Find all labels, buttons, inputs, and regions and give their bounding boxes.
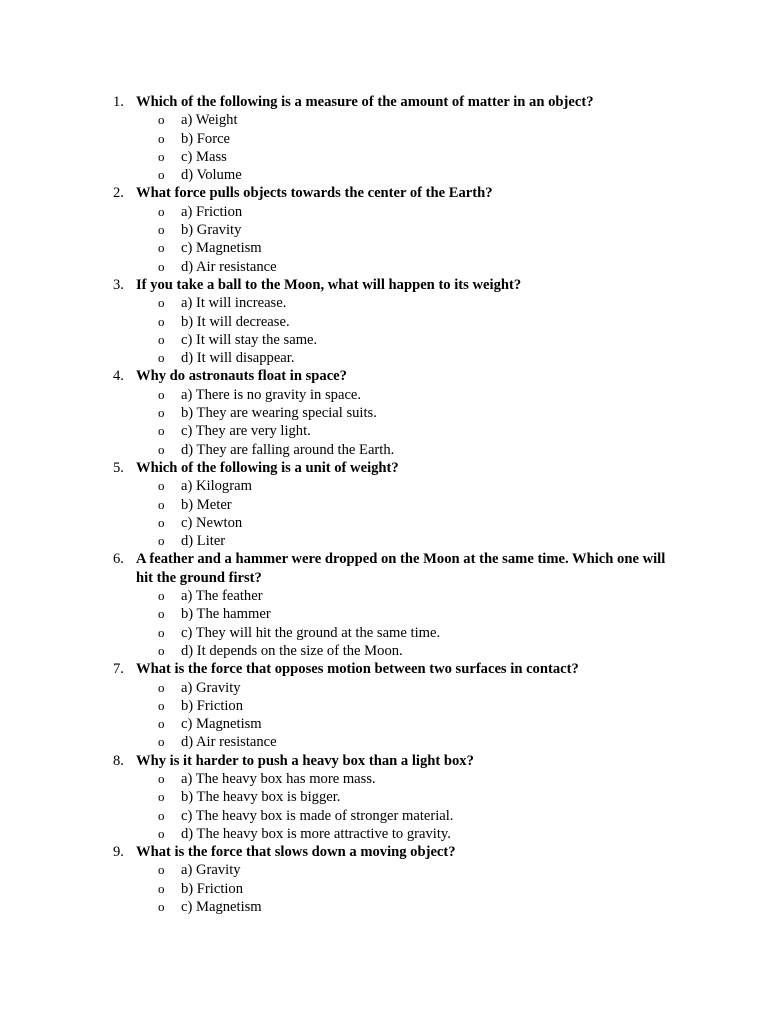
bullet-icon: o xyxy=(158,514,165,530)
question-item xyxy=(0,184,768,275)
bullet-icon: o xyxy=(158,496,165,512)
answer-option xyxy=(0,477,768,495)
question-text: A feather and a hammer were dropped on the Moon at the same time. Which one will hit the ground first? xyxy=(136,551,666,586)
bullet-icon: o xyxy=(158,258,165,274)
question-line xyxy=(0,550,768,587)
question-text: Which of the following is a unit of weight? xyxy=(136,459,399,476)
quiz-document xyxy=(0,93,768,916)
question-text: Why do astronauts float in space? xyxy=(136,368,347,385)
bullet-icon: o xyxy=(158,807,165,823)
question-item xyxy=(0,367,768,458)
answer-option xyxy=(0,898,768,916)
bullet-icon: o xyxy=(158,423,165,439)
question-item xyxy=(0,843,768,916)
answer-option-text: c) The heavy box is made of stronger material. xyxy=(181,807,454,824)
question-number: 3. xyxy=(113,276,124,293)
question-text: What force pulls objects towards the center of the Earth? xyxy=(136,185,493,202)
bullet-icon: o xyxy=(158,478,165,494)
answer-option xyxy=(0,239,768,257)
answer-option xyxy=(0,788,768,806)
bullet-icon: o xyxy=(158,642,165,658)
answer-option xyxy=(0,697,768,715)
bullet-icon: o xyxy=(158,825,165,841)
answer-option xyxy=(0,532,768,550)
question-number: 2. xyxy=(113,185,124,202)
question-line xyxy=(0,843,768,861)
bullet-icon: o xyxy=(158,130,165,146)
bullet-icon: o xyxy=(158,624,165,640)
answer-option xyxy=(0,111,768,129)
bullet-icon: o xyxy=(158,167,165,183)
answer-option-text: b) Force xyxy=(181,130,231,147)
answer-option xyxy=(0,130,768,148)
bullet-icon: o xyxy=(158,222,165,238)
answer-option-text: b) Friction xyxy=(181,697,244,714)
answer-option xyxy=(0,605,768,623)
question-line xyxy=(0,752,768,770)
bullet-icon: o xyxy=(158,606,165,622)
answer-option xyxy=(0,422,768,440)
bullet-icon: o xyxy=(158,679,165,695)
question-item xyxy=(0,660,768,751)
answer-option xyxy=(0,404,768,422)
bullet-icon: o xyxy=(158,734,165,750)
answer-option-text: d) Volume xyxy=(181,167,242,184)
question-item xyxy=(0,550,768,660)
bullet-icon: o xyxy=(158,880,165,896)
answer-option xyxy=(0,331,768,349)
bullet-icon: o xyxy=(158,203,165,219)
question-item xyxy=(0,752,768,843)
question-list xyxy=(0,93,768,916)
question-number: 7. xyxy=(113,661,124,678)
bullet-icon: o xyxy=(158,386,165,402)
answer-option-text: d) It depends on the size of the Moon. xyxy=(181,642,403,659)
answer-option xyxy=(0,861,768,879)
answer-option xyxy=(0,441,768,459)
answer-option-text: a) Weight xyxy=(181,112,238,129)
answer-option-text: a) Kilogram xyxy=(181,478,252,495)
answer-option-text: c) Mass xyxy=(181,148,227,165)
answer-option-text: c) They will hit the ground at the same time. xyxy=(181,624,441,641)
answer-option xyxy=(0,624,768,642)
question-line xyxy=(0,660,768,678)
question-number: 4. xyxy=(113,368,124,385)
bullet-icon: o xyxy=(158,350,165,366)
bullet-icon: o xyxy=(158,789,165,805)
answer-option-text: b) It will decrease. xyxy=(181,313,290,330)
bullet-icon: o xyxy=(158,148,165,164)
answer-option-text: d) Air resistance xyxy=(181,734,277,751)
question-text: What is the force that slows down a moving object? xyxy=(136,844,456,861)
answer-option-text: b) The heavy box is bigger. xyxy=(181,789,341,806)
answer-option xyxy=(0,386,768,404)
answer-option-text: a) The feather xyxy=(181,588,263,605)
answer-option-text: a) It will increase. xyxy=(181,295,287,312)
answer-option-text: a) There is no gravity in space. xyxy=(181,386,362,403)
answer-option xyxy=(0,496,768,514)
answer-option-text: d) It will disappear. xyxy=(181,350,295,367)
question-line xyxy=(0,93,768,111)
answer-option xyxy=(0,313,768,331)
answer-option-text: d) Liter xyxy=(181,533,226,550)
answer-option-text: a) Gravity xyxy=(181,679,241,696)
question-number: 9. xyxy=(113,844,124,861)
answer-option-text: b) Friction xyxy=(181,880,244,897)
answer-option xyxy=(0,587,768,605)
question-number: 6. xyxy=(113,551,124,568)
answer-option xyxy=(0,221,768,239)
answer-option xyxy=(0,349,768,367)
answer-option xyxy=(0,679,768,697)
answer-option-text: d) They are falling around the Earth. xyxy=(181,441,395,458)
answer-option xyxy=(0,166,768,184)
answer-option xyxy=(0,770,768,788)
bullet-icon: o xyxy=(158,112,165,128)
answer-option xyxy=(0,733,768,751)
question-text: Which of the following is a measure of the amount of matter in an object? xyxy=(136,94,594,110)
bullet-icon: o xyxy=(158,295,165,311)
answer-option-text: a) The heavy box has more mass. xyxy=(181,770,376,787)
question-number: 8. xyxy=(113,752,124,769)
question-number: 5. xyxy=(113,459,124,476)
bullet-icon: o xyxy=(158,313,165,329)
bullet-icon: o xyxy=(158,862,165,878)
answer-option-text: d) The heavy box is more attractive to gravity. xyxy=(181,825,451,842)
question-item xyxy=(0,459,768,550)
bullet-icon: o xyxy=(158,716,165,732)
answer-option xyxy=(0,203,768,221)
question-line xyxy=(0,184,768,202)
answer-option xyxy=(0,880,768,898)
answer-option xyxy=(0,294,768,312)
answer-option xyxy=(0,807,768,825)
bullet-icon: o xyxy=(158,405,165,421)
answer-option xyxy=(0,258,768,276)
answer-option-text: b) They are wearing special suits. xyxy=(181,405,377,422)
bullet-icon: o xyxy=(158,533,165,549)
question-line xyxy=(0,367,768,385)
answer-option xyxy=(0,642,768,660)
answer-option xyxy=(0,148,768,166)
question-text: If you take a ball to the Moon, what will happen to its weight? xyxy=(136,276,522,293)
bullet-icon: o xyxy=(158,331,165,347)
answer-option xyxy=(0,514,768,532)
answer-option-text: a) Gravity xyxy=(181,862,241,879)
answer-option-text: c) It will stay the same. xyxy=(181,331,318,348)
question-line xyxy=(0,276,768,294)
bullet-icon: o xyxy=(158,240,165,256)
answer-option-text: b) Gravity xyxy=(181,222,242,239)
answer-option xyxy=(0,825,768,843)
bullet-icon: o xyxy=(158,588,165,604)
bullet-icon: o xyxy=(158,697,165,713)
answer-option xyxy=(0,715,768,733)
question-item xyxy=(0,276,768,367)
answer-option-text: c) Magnetism xyxy=(181,899,262,916)
question-text: Why is it harder to push a heavy box than a light box? xyxy=(136,752,474,769)
answer-option-text: c) They are very light. xyxy=(181,423,311,440)
bullet-icon: o xyxy=(158,441,165,457)
question-line xyxy=(0,459,768,477)
question-text: What is the force that opposes motion between two surfaces in contact? xyxy=(136,661,579,678)
bullet-icon: o xyxy=(158,770,165,786)
answer-option-text: c) Newton xyxy=(181,514,243,531)
answer-option-text: b) The hammer xyxy=(181,606,271,623)
bullet-icon: o xyxy=(158,899,165,915)
answer-option-text: c) Magnetism xyxy=(181,716,262,733)
answer-option-text: b) Meter xyxy=(181,496,232,513)
question-item xyxy=(0,93,768,184)
answer-option-text: a) Friction xyxy=(181,203,243,220)
question-number: 1. xyxy=(113,94,124,110)
answer-option-text: d) Air resistance xyxy=(181,258,277,275)
answer-option-text: c) Magnetism xyxy=(181,240,262,257)
